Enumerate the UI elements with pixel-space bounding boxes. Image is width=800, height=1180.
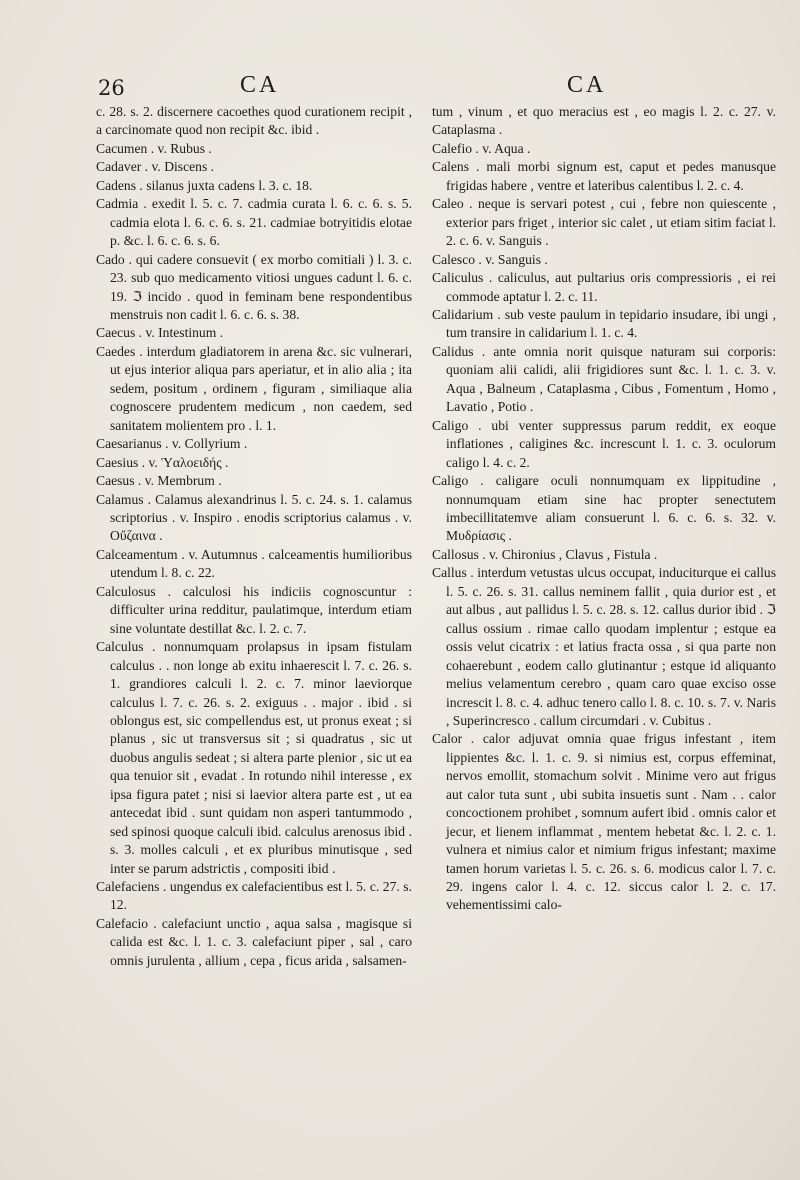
dictionary-entry: Caesus . v. Membrum . xyxy=(96,473,222,489)
dictionary-entry: Calesco . v. Sanguis . xyxy=(432,251,548,267)
dictionary-entry: Callosus . v. Chironius , Clavus , Fistula . xyxy=(432,546,658,562)
dictionary-entry: Cacumen . v. Rubus . xyxy=(96,140,212,156)
running-head-right: CA xyxy=(567,72,607,98)
right-column xyxy=(432,103,776,915)
dictionary-entry: Calculosus . calculosi his indiciis cognoscuntur : difficulter urina redditur, paulatimque, interdum etiam sine voluntate destillat &c. l. 2. c. 7. xyxy=(96,583,412,636)
dictionary-entry: Caleo . neque is servari potest , cui , febre non quiescente , exterior pars friget , interior sic calet , ut etiam sitim faciat l. 2. c. 6. v. Sanguis . xyxy=(432,196,776,249)
dictionary-entry: Cado . qui cadere consuevit ( ex morbo comitiali ) l. 3. c. 23. sub quo medicamento vitiosi ungues cadunt l. 6. c. 19. ℑ incido . quod in feminam bene respondentibus menstruis non cadit l. 6. c. 6. s. 38. xyxy=(96,251,412,322)
dictionary-entry: Calens . mali morbi signum est, caput et pedes manusque frigidas habere , ventre et lateribus calentibus l. 2. c. 4. xyxy=(432,159,776,193)
dictionary-entry: Caesarianus . v. Collyrium . xyxy=(96,436,248,452)
dictionary-entry: Calidarium . sub veste paulum in tepidario insudare, ibi ungi , tum transire in calidarium l. 1. c. 4. xyxy=(432,306,776,341)
dictionary-entry: Caecus . v. Intestinum . xyxy=(96,325,224,341)
dictionary-entry: Calculus . nonnumquam prolapsus in ipsam fistulam calculus . . non longe ab exitu inhaerescit l. 7. c. 26. s. 1. grandiores calculi l. 2. c. 7. minor laeviorque calculus l. 7. c. 26. s. 2. exiguus . . major . ibid . si oblongus est, sic compellendus est, ut pronus exeat ; si planus , sic ut transversus sit ; si quadratus , sic ut duobus angulis sedeat ; si altera parte plenior , sic ut ea qua tenuior sit , evadat . In rotundo nihil interesse , ex ipsa figura patet ; nisi si laevior altera parte est , ut ea antecedat ibid . sunt quidam non asperi tantummodo , sed spinosi quoque calculi ibid. calculus arenosus ibid . s. 3. molles calculi , et ex pluribus minutisque , sed inter se parum adstrictis , compositi ibid . xyxy=(96,639,412,876)
page-header xyxy=(0,72,800,102)
dictionary-entry: Calefaciens . ungendus ex calefacientibus est l. 5. c. 27. s. 12. xyxy=(96,879,412,913)
dictionary-entry: c. 28. s. 2. discernere cacoethes quod curationem recipit , a carcinomate quod non recipit &c. ibid . xyxy=(96,104,412,138)
dictionary-entry: Caedes . interdum gladiatorem in arena &c. sic vulnerari, ut ejus interior aliqua pars aperiatur, et in alio alia ; ita sedem, positum , ordinem , figuram , similiaque alia cognoscere prudentem medicum , non caedem, sed sanitatem molientem pro . l. 1. xyxy=(96,343,412,433)
dictionary-entry: Caesius . v. Ὑαλοειδής . xyxy=(96,454,229,470)
dictionary-entry: Calor . calor adjuvat omnia quae frigus infestant , item lippientes &c. l. 1. c. 9. si nimius est, corpus effeminat, nervos emollit, stomachum solvit . Minime vero aut frigus aut calor tuta sunt , ubi subita insuetis sunt . Nam . . calor concoctionem prohibet , somnum aufert ibid . omnis calor et jecur, et lienem inflammat , mentem hebetat &c. l. 2. c. 1. vulnera et nimius calor et nimium frigus infestant; maxime tamen horum varietas l. 5. c. 26. s. 6. modicus calor l. 7. c. 29. ingens calor l. 4. c. 12. siccus calor l. 2. c. 17. vehementissimi calo- xyxy=(432,731,776,913)
dictionary-entry: Calceamentum . v. Autumnus . calceamentis humilioribus utendum l. 8. c. 22. xyxy=(96,546,412,581)
dictionary-entry: Calidus . ante omnia norit quisque naturam sui corporis: quoniam alii calidi, alii frigidiores sunt &c. l. 1. c. 3. v. Aqua , Balneum , Cataplasma , Cibus , Fomentum , Homo , Lavatio , Potio . xyxy=(432,343,776,415)
left-column xyxy=(96,103,412,970)
dictionary-entry: Calefacio . calefaciunt unctio , aqua salsa , magisque si calida est &c. l. 1. c. 3. calefaciunt piper , sal , caro omnis jurulenta , allium , cepa , ficus arida , salsamen- xyxy=(96,915,412,968)
running-head-left: CA xyxy=(240,72,280,98)
dictionary-entry: Caligo . ubi venter suppressus parum reddit, ex eoque inflationes , caligines &c. increscunt l. 1. c. 3. oculorum caligo l. 4. c. 2. xyxy=(432,417,776,470)
page-number: 26 xyxy=(98,76,125,100)
dictionary-entry: Calefio . v. Aqua . xyxy=(432,140,531,156)
dictionary-entry: Cadaver . v. Discens . xyxy=(96,159,215,175)
dictionary-entry: Calamus . Calamus alexandrinus l. 5. c. 24. s. 1. calamus scriptorius . v. Inspiro . enodis scriptorius calamus . v. Οὔζαινα . xyxy=(96,491,412,544)
dictionary-entry: tum , vinum , et quo meracius est , eo magis l. 2. c. 27. v. Cataplasma . xyxy=(432,104,776,138)
dictionary-entry: Callus . interdum vetustas ulcus occupat, induciturque ei callus l. 5. c. 26. s. 31. callus neminem fallit , quia durior est , et aut albus , aut pallidus l. 5. c. 28. s. 12. callus durior ibid . ℑ callus ossium . rimae callo quodam implentur ; estque ea ossis velut cicatrix : et latius fracta ossa , si qua parte non cohaerebunt , eodem callo glutinantur ; estque id aliquanto melius velamentum cerebro , quam caro quae exciso osse increscit l. 8. c. 4. adhuc tenero callo l. 8. c. 10. s. 7. v. Naris , Superincresco . callum circumdari . v. Cubitus . xyxy=(432,565,776,728)
dictionary-entry: Cadens . silanus juxta cadens l. 3. c. 18. xyxy=(96,177,313,193)
dictionary-entry: Cadmia . exedit l. 5. c. 7. cadmia curata l. 6. c. 6. s. 5. cadmia elota l. 6. c. 6. s. 21. cadmiae botryitidis elotae p. &c. l. 6. c. 6. s. 6. xyxy=(96,196,412,249)
dictionary-entry: Caliculus . caliculus, aut pultarius oris compressioris , ei rei commode aptatur l. 2. c. 11. xyxy=(432,270,776,304)
dictionary-entry: Caligo . caligare oculi nonnumquam ex lippitudine , nonnumquam etiam sine hac propter senectutem imbecillitatemve aliam consuerunt l. 6. c. 6. s. 32. v. Μυδρίασις . xyxy=(432,473,776,544)
